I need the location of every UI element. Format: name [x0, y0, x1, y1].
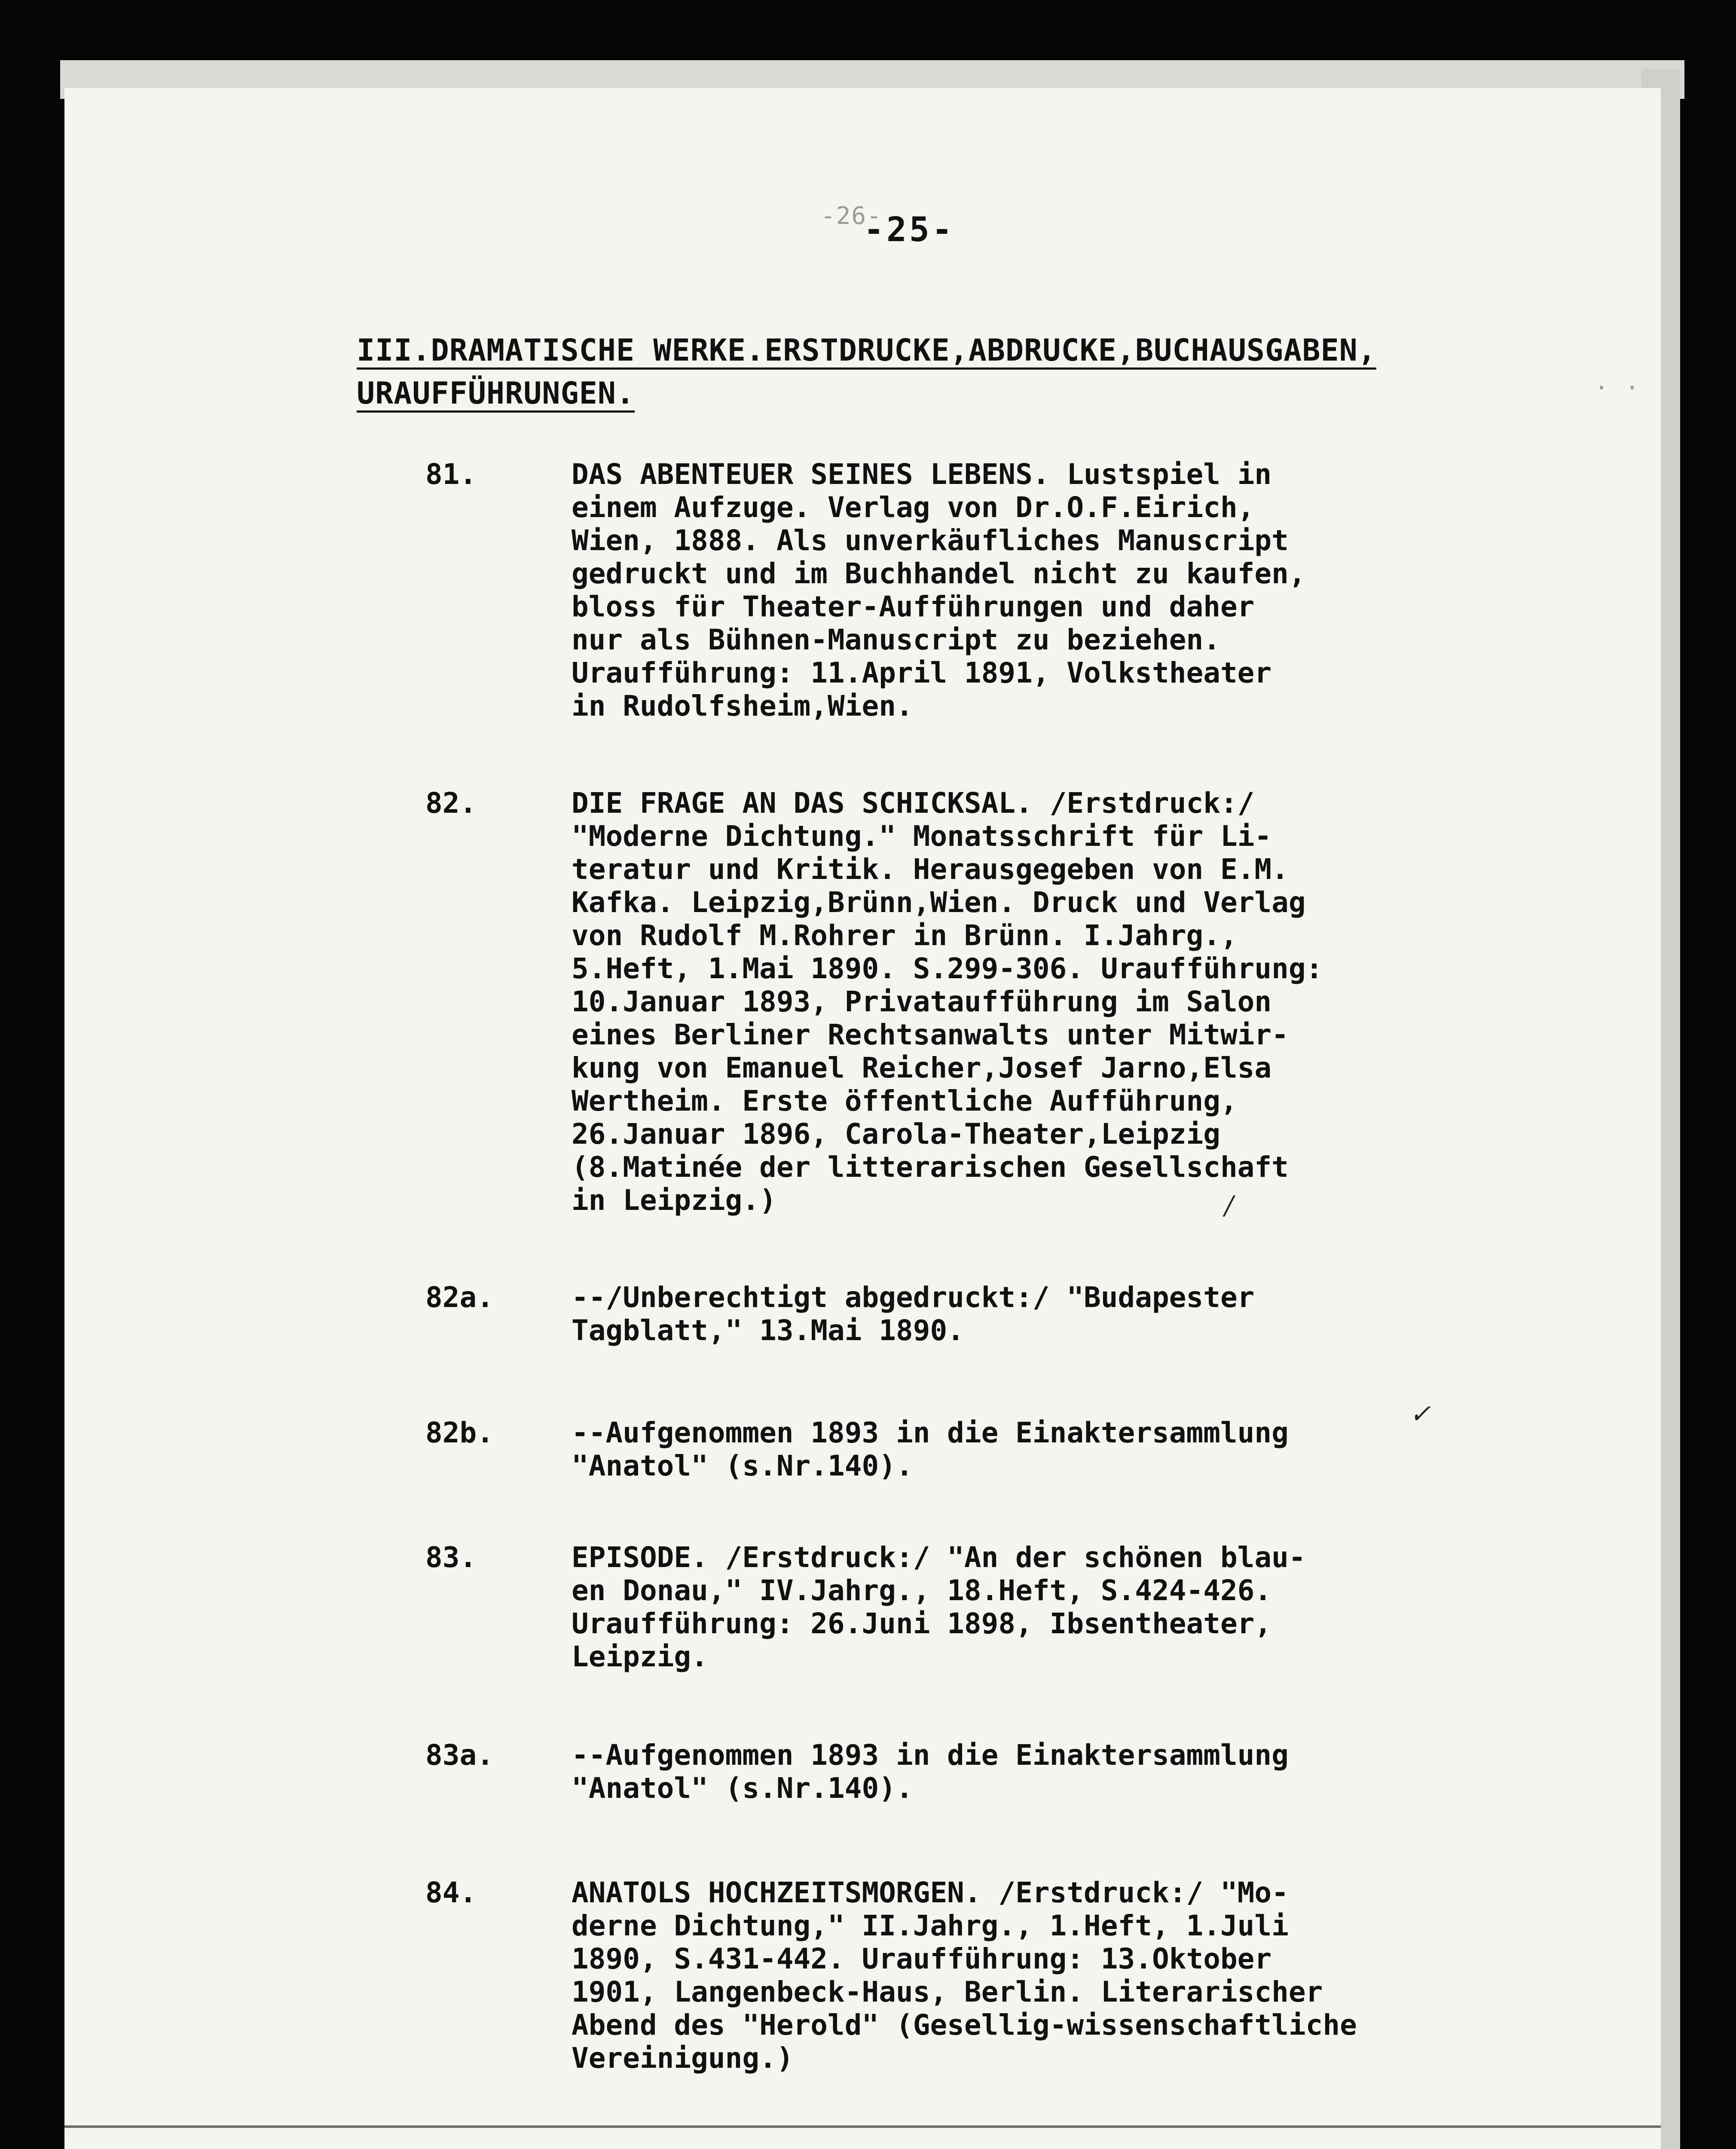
- entry-number: 83a.: [425, 1739, 494, 1772]
- entry-text: DAS ABENTEUER SEINES LEBENS. Lustspiel in einem Aufzuge. Verlag von Dr.O.F.Eirich, Wien, 1888. Als unverkäufliches Manuscript gedruckt und im Buchhandel nicht zu kaufen, bloss für Theater-Aufführungen und daher nur als Bühnen-Manuscript zu beziehen. Uraufführung: 11.April 1891, Volkstheater in Rudolfsheim,Wien.: [572, 458, 1306, 722]
- entry-text: EPISODE. /Erstdruck:/ "An der schönen blau- en Donau," IV.Jahrg., 18.Heft, S.424-426. Uraufführung: 26.Juni 1898, Ibsentheater, Leipzig.: [572, 1541, 1306, 1673]
- entry-number: 81.: [425, 458, 477, 491]
- entry-text: --Aufgenommen 1893 in die Einaktersammlung "Anatol" (s.Nr.140).: [572, 1416, 1289, 1482]
- entry-number: 84.: [425, 1876, 477, 1909]
- document-page: [64, 88, 1661, 2149]
- entry-number: 82.: [425, 787, 477, 820]
- entry-text: --Aufgenommen 1893 in die Einaktersammlung "Anatol" (s.Nr.140).: [572, 1739, 1289, 1805]
- entry-text: ANATOLS HOCHZEITSMORGEN. /Erstdruck:/ "Mo- derne Dichtung," II.Jahrg., 1.Heft, 1.Juli 1890, S.431-442. Uraufführung: 13.Oktober 1901, Langenbeck-Haus, Berlin. Literarischer Abend des "Herold" (Gesellig-wissenschaftliche Vereinigung.): [572, 1876, 1357, 2075]
- entry-number: 83.: [425, 1541, 477, 1574]
- entry-number: 82a.: [425, 1281, 494, 1314]
- section-heading: III.DRAMATISCHE WERKE.ERSTDRUCKE,ABDRUCKE,BUCHAUSGABEN, URAUFFÜHRUNGEN.: [357, 333, 1376, 411]
- entry-text: --/Unberechtigt abgedruckt:/ "Budapester Tagblatt," 13.Mai 1890.: [572, 1281, 1255, 1347]
- entry-text: DIE FRAGE AN DAS SCHICKSAL. /Erstdruck:/ "Moderne Dichtung." Monatsschrift für Li- teratur und Kritik. Herausgegeben von E.M. Kafka. Leipzig,Brünn,Wien. Druck und Verlag von Rudolf M.Rohrer in Brünn. I.Jahrg., 5.Heft, 1.Mai 1890. S.299-306. Uraufführung: 10.Januar 1893, Privataufführung im Salon eines Berliner Rechtsanwalts unter Mitwir- kung von Emanuel Reicher,Josef Jarno,Elsa Wertheim. Erste öffentliche Aufführung, 26.Januar 1896, Carola-Theater,Leipzig (8.Matinée der litterarischen Gesellschaft in Leipzig.): [572, 787, 1323, 1217]
- bleed-through-page-number: -26-: [821, 202, 882, 230]
- entry-83a: [425, 1739, 1560, 1805]
- entry-81: [425, 458, 1560, 722]
- entry-82a: [425, 1281, 1560, 1347]
- handwritten-check-mark: /: [1225, 1191, 1234, 1221]
- scan-fold-line: [64, 2125, 1661, 2128]
- bleed-through-mark: . .: [1594, 367, 1641, 395]
- entry-84: [425, 1876, 1560, 2075]
- entry-82b: [425, 1416, 1560, 1482]
- entry-number: 82b.: [425, 1416, 494, 1449]
- entry-83: [425, 1541, 1560, 1673]
- page-number: -25-: [864, 211, 955, 249]
- handwritten-check-mark: ✓: [1409, 1399, 1431, 1429]
- entry-82: [425, 787, 1560, 1217]
